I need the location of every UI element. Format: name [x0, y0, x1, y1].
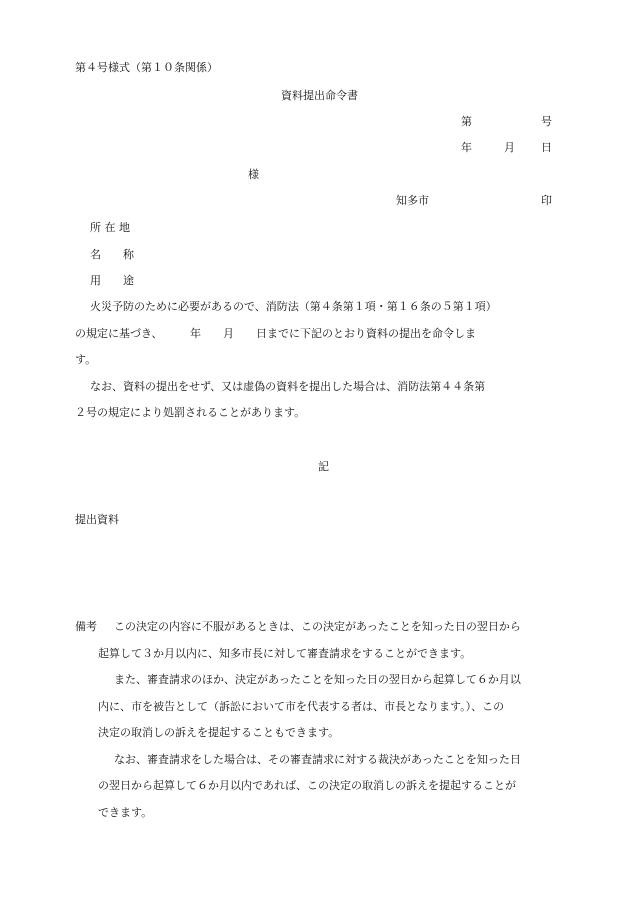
- remarks-line: できます。: [98, 806, 153, 819]
- submission-label: 提出資料: [75, 513, 119, 526]
- remarks-line: また、審査請求のほか、決定があったことを知った日の翌日から起算して６か月以: [114, 673, 521, 686]
- form-label: 第４号様式（第１０条関係）: [75, 61, 218, 74]
- remarks-line: 起算して３か月以内に、知多市長に対して審査請求をすることができます。: [98, 647, 472, 660]
- remarks-label: 備考: [75, 620, 97, 633]
- number-suffix: 号: [541, 115, 552, 128]
- ki-heading: 記: [318, 460, 329, 473]
- body-line: ２号の規定により処罰されることがあります。: [75, 406, 306, 419]
- body-line: す。: [75, 353, 97, 366]
- issuer-name: 知多市: [396, 194, 429, 207]
- field-location: 所 在 地: [90, 221, 130, 234]
- body-line: 火災予防のために必要があるので、消防法（第４条第１項・第１６条の５第１項）: [90, 300, 497, 313]
- remarks-line: 内に、市を被告として（訴訟において市を代表する者は、市長となります。）、この: [98, 700, 505, 713]
- seal-mark: 印: [541, 194, 552, 207]
- remarks-line: の翌日から起算して６か月以内であれば、この決定の取消しの訴えを提起することが: [98, 779, 516, 792]
- body-line: の規定に基づき、 年 月 日までに下記のとおり資料の提出を命令しま: [75, 327, 477, 340]
- field-name: 名 称: [90, 248, 134, 261]
- body-line: なお、資料の提出をせず、又は虚偽の資料を提出した場合は、消防法第４４条第: [90, 380, 486, 393]
- date-day: 日: [541, 141, 552, 154]
- remarks-line: 決定の取消しの訴えを提起することもできます。: [98, 726, 340, 739]
- remarks-line: なお、審査請求をした場合は、その審査請求に対する裁決があったことを知った日: [114, 753, 521, 766]
- document-title: 資料提出命令書: [281, 89, 358, 102]
- date-month: 月: [504, 141, 515, 154]
- date-year: 年: [461, 141, 472, 154]
- remarks-line: この決定の内容に不服があるときは、この決定があったことを知った日の翌日から: [114, 620, 521, 633]
- number-prefix: 第: [461, 115, 472, 128]
- field-usage: 用 途: [90, 274, 134, 287]
- addressee-suffix: 様: [248, 168, 259, 181]
